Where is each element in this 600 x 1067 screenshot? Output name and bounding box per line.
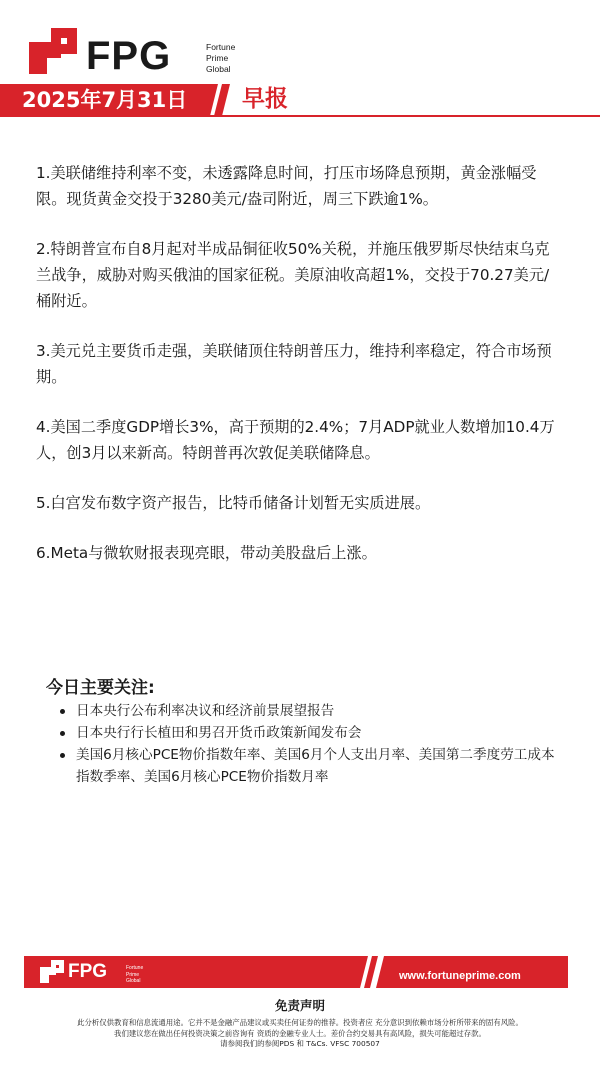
bullet-icon: [60, 753, 65, 758]
footer-logo-icon: [40, 960, 64, 983]
footer-logo-text: FPG: [68, 961, 108, 982]
news-item: 6.Meta与微软财报表现亮眼，带动美股盘后上涨。: [36, 544, 377, 562]
focus-title: 今日主要关注:: [46, 678, 155, 698]
news-item: 4.美国二季度GDP增长3%，高于预期的2.4%；7月ADP就业人数增加10.4万人，创3月以来新高。特朗普再次敦促美联储降息。: [36, 418, 555, 462]
news-list: [36, 160, 556, 590]
focus-item: 美国6月核心PCE物价指数年率、美国6月个人支出月率、美国第二季度劳工成本指数季率、美国6月核心PCE物价指数月率: [58, 744, 558, 788]
website-link[interactable]: www.fortuneprime.com: [399, 970, 521, 982]
news-item: 3.美元兑主要货币走强，美联储顶住特朗普压力，维持利率稳定，符合市场预期。: [36, 342, 552, 386]
focus-item: 日本央行公布利率决议和经济前景展望报告: [58, 700, 558, 722]
bullet-icon: [60, 709, 65, 714]
news-item: 5.白宫发布数字资产报告，比特币储备计划暂无实质进展。: [36, 494, 431, 512]
news-item: 1.美联储维持利率不变，未透露降息时间，打压市场降息预期，黄金涨幅受限。现货黄金交投于3280美元/盎司附近，周三下跌逾1%。: [36, 164, 537, 208]
bullet-icon: [60, 731, 65, 736]
report-date: 2025年7月31日: [22, 88, 188, 112]
brand-logo-subtitle: Fortune Prime Global: [206, 42, 236, 74]
focus-list: [58, 700, 558, 788]
disclaimer-text: [0, 1018, 600, 1050]
disclaimer-title: 免责声明: [274, 998, 325, 1013]
disclaimer-line: 此分析仅供教育和信息流通用途。它并不是金融产品建议或买卖任何证券的推荐。投资者应 充分意识到依赖市场分析所带来的固有风险。: [77, 1018, 523, 1027]
brand-logo-text: FPG: [86, 34, 172, 78]
focus-item: 日本央行行长植田和男召开货币政策新闻发布会: [58, 722, 558, 744]
disclaimer-line: 请参阅我们的参阅PDS 和 T&Cs. VFSC 700507: [220, 1039, 380, 1048]
news-item: 2.特朗普宣布自8月起对半成品铜征收50%关税，并施压俄罗斯尽快结束乌克兰战争，威胁对购买俄油的国家征税。美原油收高超1%，交投于70.27美元/桶附近。: [36, 240, 550, 310]
footer-logo-subtitle: Fortune Prime Global: [126, 965, 144, 984]
edition-label: 早报: [242, 86, 288, 112]
fpg-logo-icon: [29, 28, 77, 74]
disclaimer-line: 我们建议您在做出任何投资决策之前咨询有 资质的金融专业人士。差价合约交易具有高风险，损失可能超过存款。: [114, 1028, 486, 1038]
